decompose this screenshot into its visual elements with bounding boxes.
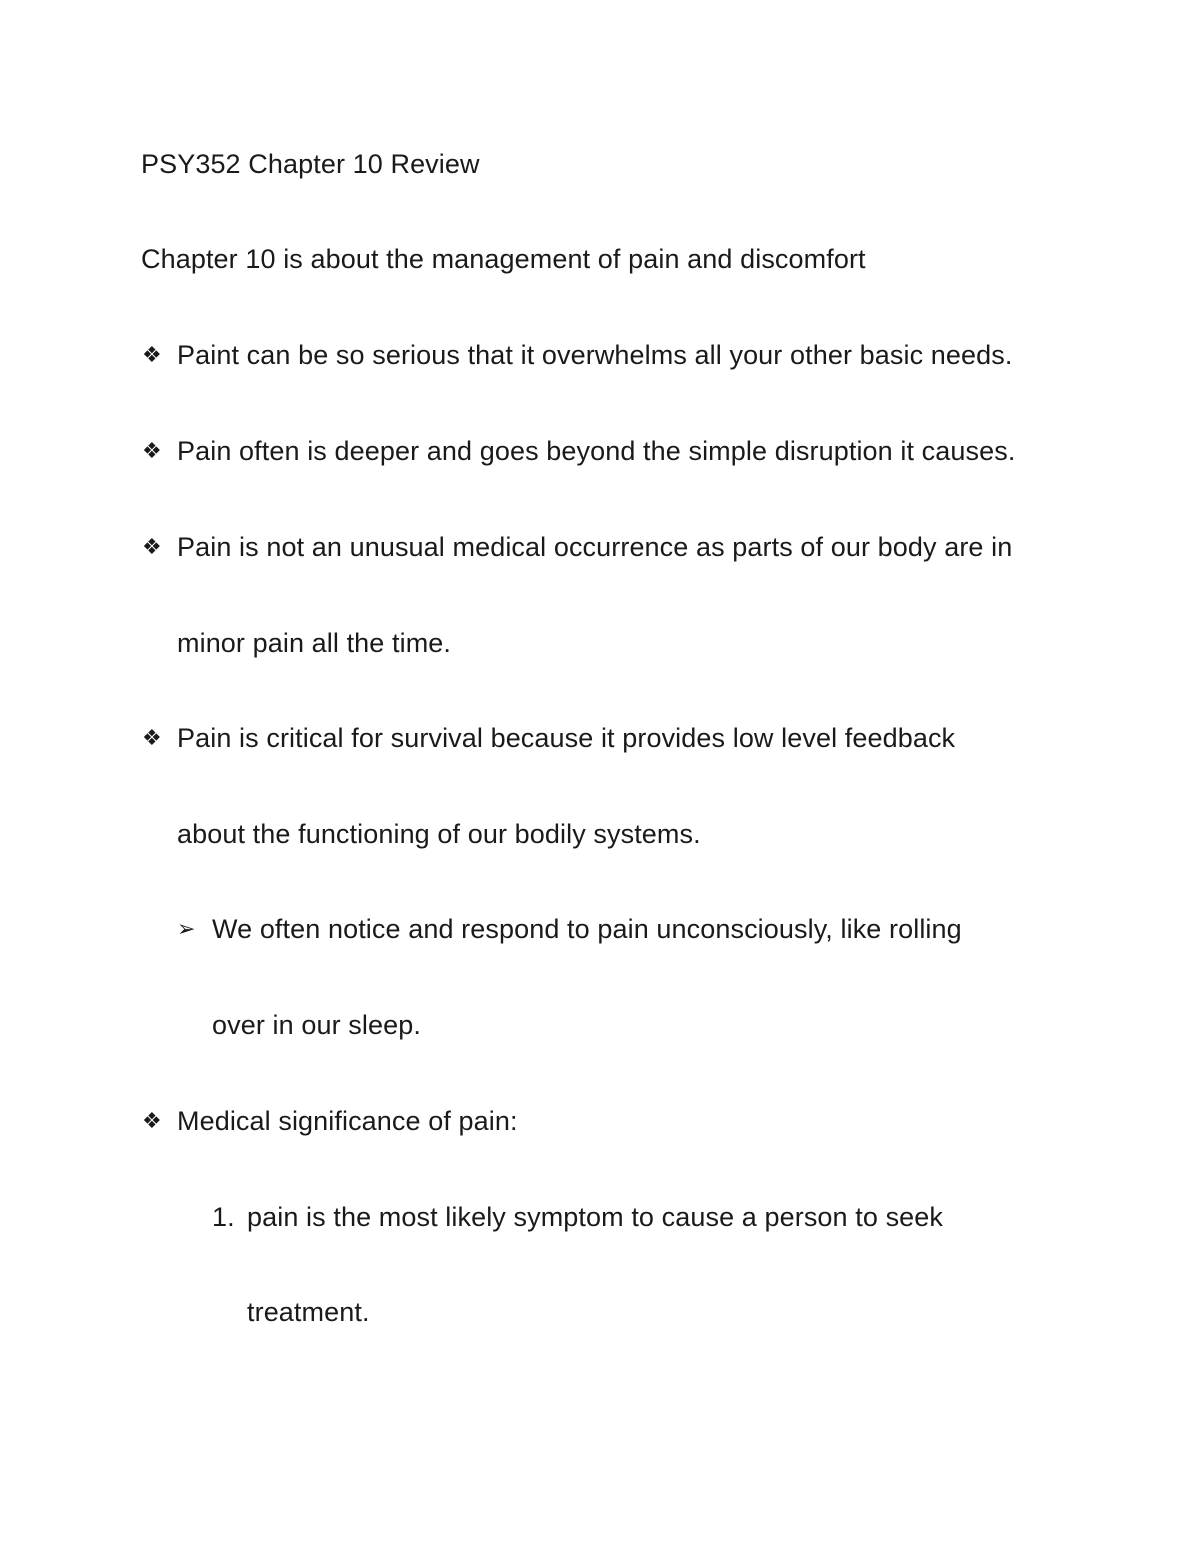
diamond-bullet-icon: ❖	[142, 725, 162, 750]
list-number: 1.	[212, 1202, 235, 1232]
list-item: Pain is not an unusual medical occurrence as parts of our body are in	[177, 532, 1013, 562]
sub-list-item-continuation: over in our sleep.	[212, 1010, 421, 1040]
numbered-item-continuation: treatment.	[247, 1297, 370, 1327]
diamond-bullet-icon: ❖	[142, 438, 162, 463]
arrow-bullet-icon: ➢	[177, 916, 196, 941]
list-item-continuation: about the functioning of our bodily systems.	[177, 819, 701, 849]
diamond-bullet-icon: ❖	[142, 342, 162, 367]
diamond-bullet-icon: ❖	[142, 534, 162, 559]
list-item-continuation: minor pain all the time.	[177, 628, 452, 658]
document-title: PSY352 Chapter 10 Review	[141, 149, 480, 179]
list-item: Paint can be so serious that it overwhelms all your other basic needs.	[177, 340, 1013, 370]
list-item: Pain is critical for survival because it provides low level feedback	[177, 723, 956, 753]
numbered-item: pain is the most likely symptom to cause a person to seek	[247, 1202, 944, 1232]
list-item: Pain often is deeper and goes beyond the simple disruption it causes.	[177, 436, 1016, 466]
diamond-bullet-icon: ❖	[142, 1108, 162, 1133]
intro-text: Chapter 10 is about the management of pain and discomfort	[141, 244, 866, 274]
sub-list-item: We often notice and respond to pain unconsciously, like rolling	[212, 914, 962, 944]
section-heading: Medical significance of pain:	[177, 1106, 518, 1136]
